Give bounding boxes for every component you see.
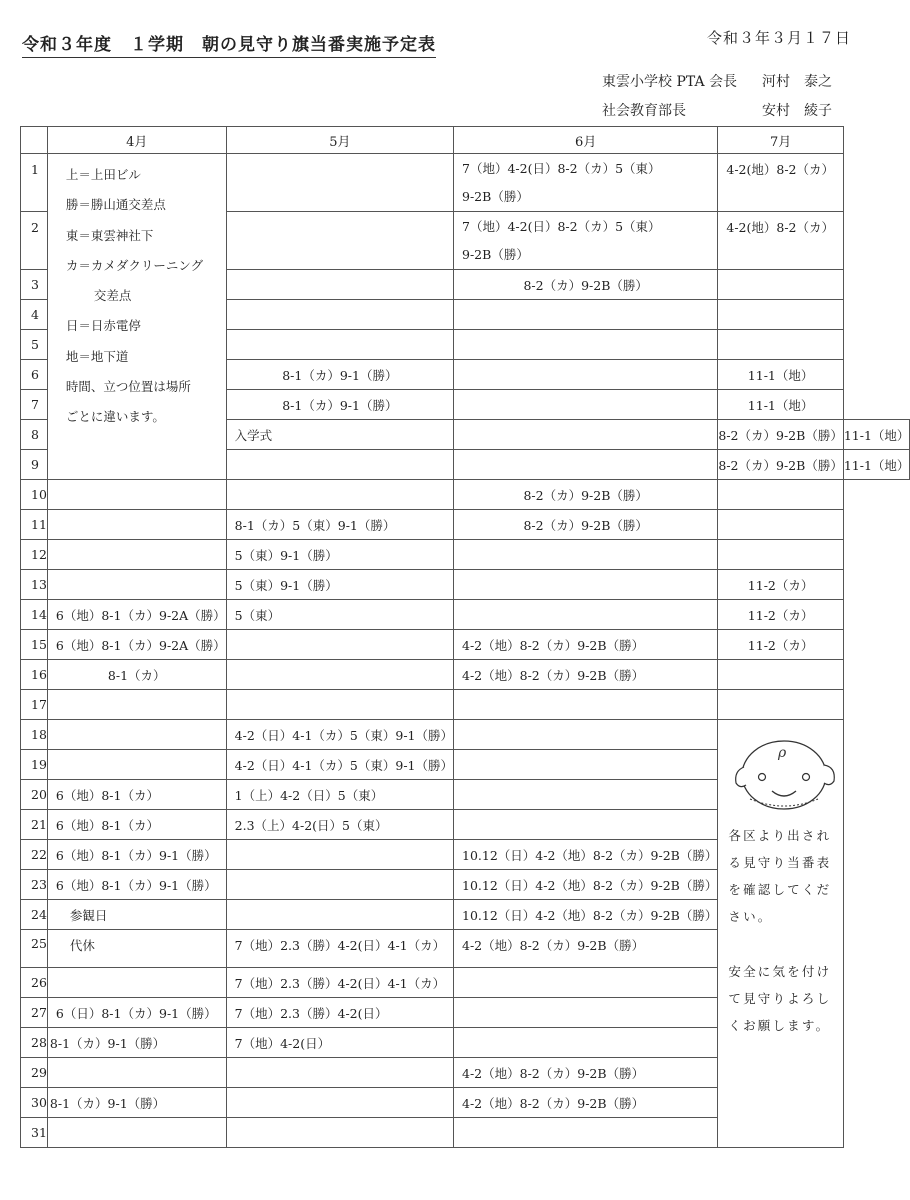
cell: 11-1（地） [843,450,910,480]
day-number: 6 [21,360,48,390]
signature-role: 東雲小学校 PTA 会長 [602,74,738,90]
cell: 8-1（カ）9-1（勝） [47,1028,226,1058]
note-text: 安全に気を付けて見守りよろしくお願します。 [728,963,832,1033]
cell [454,300,718,330]
cell [226,870,453,900]
cell [454,690,718,720]
cell [226,154,453,212]
cell: 4-2（日）4-1（カ）5（東）9-1（勝） [226,750,453,780]
table-row [21,660,910,690]
cell [47,540,226,570]
day-number: 19 [21,750,48,780]
cell: 4-2(地）8-2（カ） [718,154,843,212]
day-number: 24 [21,900,48,930]
cell: 5（東）9-1（勝） [226,540,453,570]
table-row [21,810,910,840]
cell [47,750,226,780]
cell [454,998,718,1028]
cell: 8-1（カ）9-1（勝） [226,360,453,390]
cell [226,212,453,270]
cell [226,450,453,480]
cell: 6（地）8-1（カ）9-2A（勝） [47,630,226,660]
cell: 参観日 [47,900,226,930]
cell [226,330,453,360]
cell [454,212,718,270]
cell [718,510,843,540]
cell [454,810,718,840]
cell [226,1058,453,1088]
cell: 8-2（カ）9-2B（勝） [454,480,718,510]
signature-pta [602,71,832,91]
cell: 5（東）9-1（勝） [226,570,453,600]
cell: 8-1（カ）9-1（勝） [226,390,453,420]
cell [454,968,718,998]
cell [454,420,718,450]
cell-line: 9-2B（勝） [462,188,529,204]
day-number: 23 [21,870,48,900]
cell [718,660,843,690]
cell [454,1028,718,1058]
cell [454,450,718,480]
table-row [21,630,910,660]
note-text: 各区より出される見守り当番表を確認してください。 [728,827,832,924]
cell [47,510,226,540]
cell: 8-2（カ）9-2B（勝） [454,510,718,540]
day-number: 11 [21,510,48,540]
day-number: 1 [21,154,48,212]
legend-item: 東＝東雲神社下 [65,227,154,243]
cell [454,750,718,780]
cell [454,600,718,630]
day-number: 25 [21,930,48,968]
legend-item: 上＝上田ビル [65,167,141,182]
cell: 代休 [47,930,226,968]
cell: 6（地）8-1（カ）9-1（勝） [47,840,226,870]
cell [226,300,453,330]
schedule-table [20,126,910,1148]
signature-education [602,100,832,120]
day-number: 10 [21,480,48,510]
day-header [21,127,48,154]
cell [454,540,718,570]
day-number: 16 [21,660,48,690]
cell [226,660,453,690]
cell: 4-2（地）8-2（カ）9-2B（勝） [454,1058,718,1088]
cell: 2.3（上）4-2(日）5（東） [226,810,453,840]
cell: 6（日）8-1（カ）9-1（勝） [47,998,226,1028]
table-row [21,540,910,570]
cell [47,480,226,510]
cell: 6（地）8-1（カ）9-1（勝） [47,870,226,900]
signature-name: 安村 綾子 [762,103,832,119]
cell: 入学式 [226,420,453,450]
signature-role: 社会教育部長 [602,103,686,119]
cell: 4-2(地）8-2（カ） [718,212,843,270]
cell: 1（上）4-2（日）5（東） [226,780,453,810]
table-row [21,600,910,630]
cell: 11-2（カ） [718,570,843,600]
cell [454,780,718,810]
cell: 8-1（カ） [47,660,226,690]
cell: 11-2（カ） [718,630,843,660]
page-title: 令和３年度 １学期 朝の見守り旗当番実施予定表 [22,30,436,58]
cell: 8-2（カ）9-2B（勝） [718,450,843,480]
cell: 7（地）2.3（勝）4-2(日）4-1（カ） [226,930,453,968]
cell-line: 7（地）4-2(日）8-2（カ）5（東） [462,160,661,176]
cell [226,690,453,720]
cell [47,968,226,998]
cell [718,480,843,510]
day-number: 15 [21,630,48,660]
cell [226,840,453,870]
legend-item: 日＝日赤電停 [65,318,141,334]
cell [718,270,843,300]
cell [47,1118,226,1148]
day-number: 30 [21,1088,48,1118]
note-cell [718,810,843,1148]
cell [454,720,718,750]
cell: 4-2（地）8-2（カ）9-2B（勝） [454,660,718,690]
svg-text:ρ: ρ [778,745,787,761]
cell: 11-1（地） [843,420,910,450]
day-number: 18 [21,720,48,750]
day-number: 8 [21,420,48,450]
cell: 5（東） [226,600,453,630]
cell: 7（地）2.3（勝）4-2(日）4-1（カ） [226,968,453,998]
legend-cell [47,154,226,480]
day-number: 21 [21,810,48,840]
day-number: 28 [21,1028,48,1058]
day-number: 29 [21,1058,48,1088]
signature-name: 河村 泰之 [762,74,832,90]
day-number: 20 [21,780,48,810]
day-number: 13 [21,570,48,600]
cell [47,1058,226,1088]
cell: 6（地）8-1（カ） [47,780,226,810]
cell: 8-2（カ）9-2B（勝） [718,420,843,450]
cell [226,630,453,660]
cell [454,1118,718,1148]
legend-item: 地＝地下道 [65,348,129,364]
day-number: 17 [21,690,48,720]
day-number: 3 [21,270,48,300]
cell: 4-2（地）8-2（カ）9-2B（勝） [454,930,718,968]
legend-item: カ＝カメダクリーニング [65,257,204,273]
smiley-face-illustration [722,733,852,813]
day-number: 27 [21,998,48,1028]
day-number: 9 [21,450,48,480]
cell [718,300,843,330]
day-number: 14 [21,600,48,630]
day-number: 4 [21,300,48,330]
cell [718,690,843,720]
cell [718,330,843,360]
table-row [21,690,910,720]
column-header: 6月 [454,127,718,154]
cell: 11-2（カ） [718,600,843,630]
cell-line: 7（地）4-2(日）8-2（カ）5（東） [462,218,661,234]
cell: 11-1（地） [718,390,843,420]
cell [718,540,843,570]
cell: 10.12（日）4-2（地）8-2（カ）9-2B（勝） [454,900,718,930]
document-date: 令和３年３月１７日 [706,29,851,47]
cell [226,1118,453,1148]
cell: 4-2（地）8-2（カ）9-2B（勝） [454,1088,718,1118]
cell [454,330,718,360]
table-header-row [21,127,910,154]
day-number: 12 [21,540,48,570]
cell: 10.12（日）4-2（地）8-2（カ）9-2B（勝） [454,840,718,870]
column-header: 7月 [718,127,843,154]
day-number: 2 [21,212,48,270]
cell [454,570,718,600]
day-number: 31 [21,1118,48,1148]
day-number: 22 [21,840,48,870]
cell: 8-1（カ）9-1（勝） [47,1088,226,1118]
cell [454,390,718,420]
cell: 6（地）8-1（カ）9-2A（勝） [47,600,226,630]
cell [226,1088,453,1118]
cell: 7（地）4-2(日） [226,1028,453,1058]
column-header: 5月 [226,127,453,154]
cell [47,570,226,600]
cell [454,360,718,390]
cell: 8-2（カ）9-2B（勝） [454,270,718,300]
cell [47,690,226,720]
cell: 10.12（日）4-2（地）8-2（カ）9-2B（勝） [454,870,718,900]
cell [226,900,453,930]
cell [47,720,226,750]
cell: 4-2（日）4-1（カ）5（東）9-1（勝） [226,720,453,750]
cell [226,270,453,300]
cell: 6（地）8-1（カ） [47,810,226,840]
day-number: 5 [21,330,48,360]
cell: 4-2（地）8-2（カ）9-2B（勝） [454,630,718,660]
cell-line: 9-2B（勝） [462,246,529,262]
table-row [21,570,910,600]
cell: 11-1（地） [718,360,843,390]
table-row [21,154,910,212]
table-row [21,480,910,510]
table-row [21,510,910,540]
cell: 8-1（カ）5（東）9-1（勝） [226,510,453,540]
column-header: 4月 [47,127,226,154]
cell [226,480,453,510]
day-number: 7 [21,390,48,420]
cell [454,154,718,212]
cell: 7（地）2.3（勝）4-2(日） [226,998,453,1028]
day-number: 26 [21,968,48,998]
legend-item: 交差点 [93,288,132,304]
legend-item: ごとに違います。 [65,409,165,425]
legend-item: 勝＝勝山通交差点 [65,197,166,213]
legend-item: 時間、立つ位置は場所 [65,379,191,395]
